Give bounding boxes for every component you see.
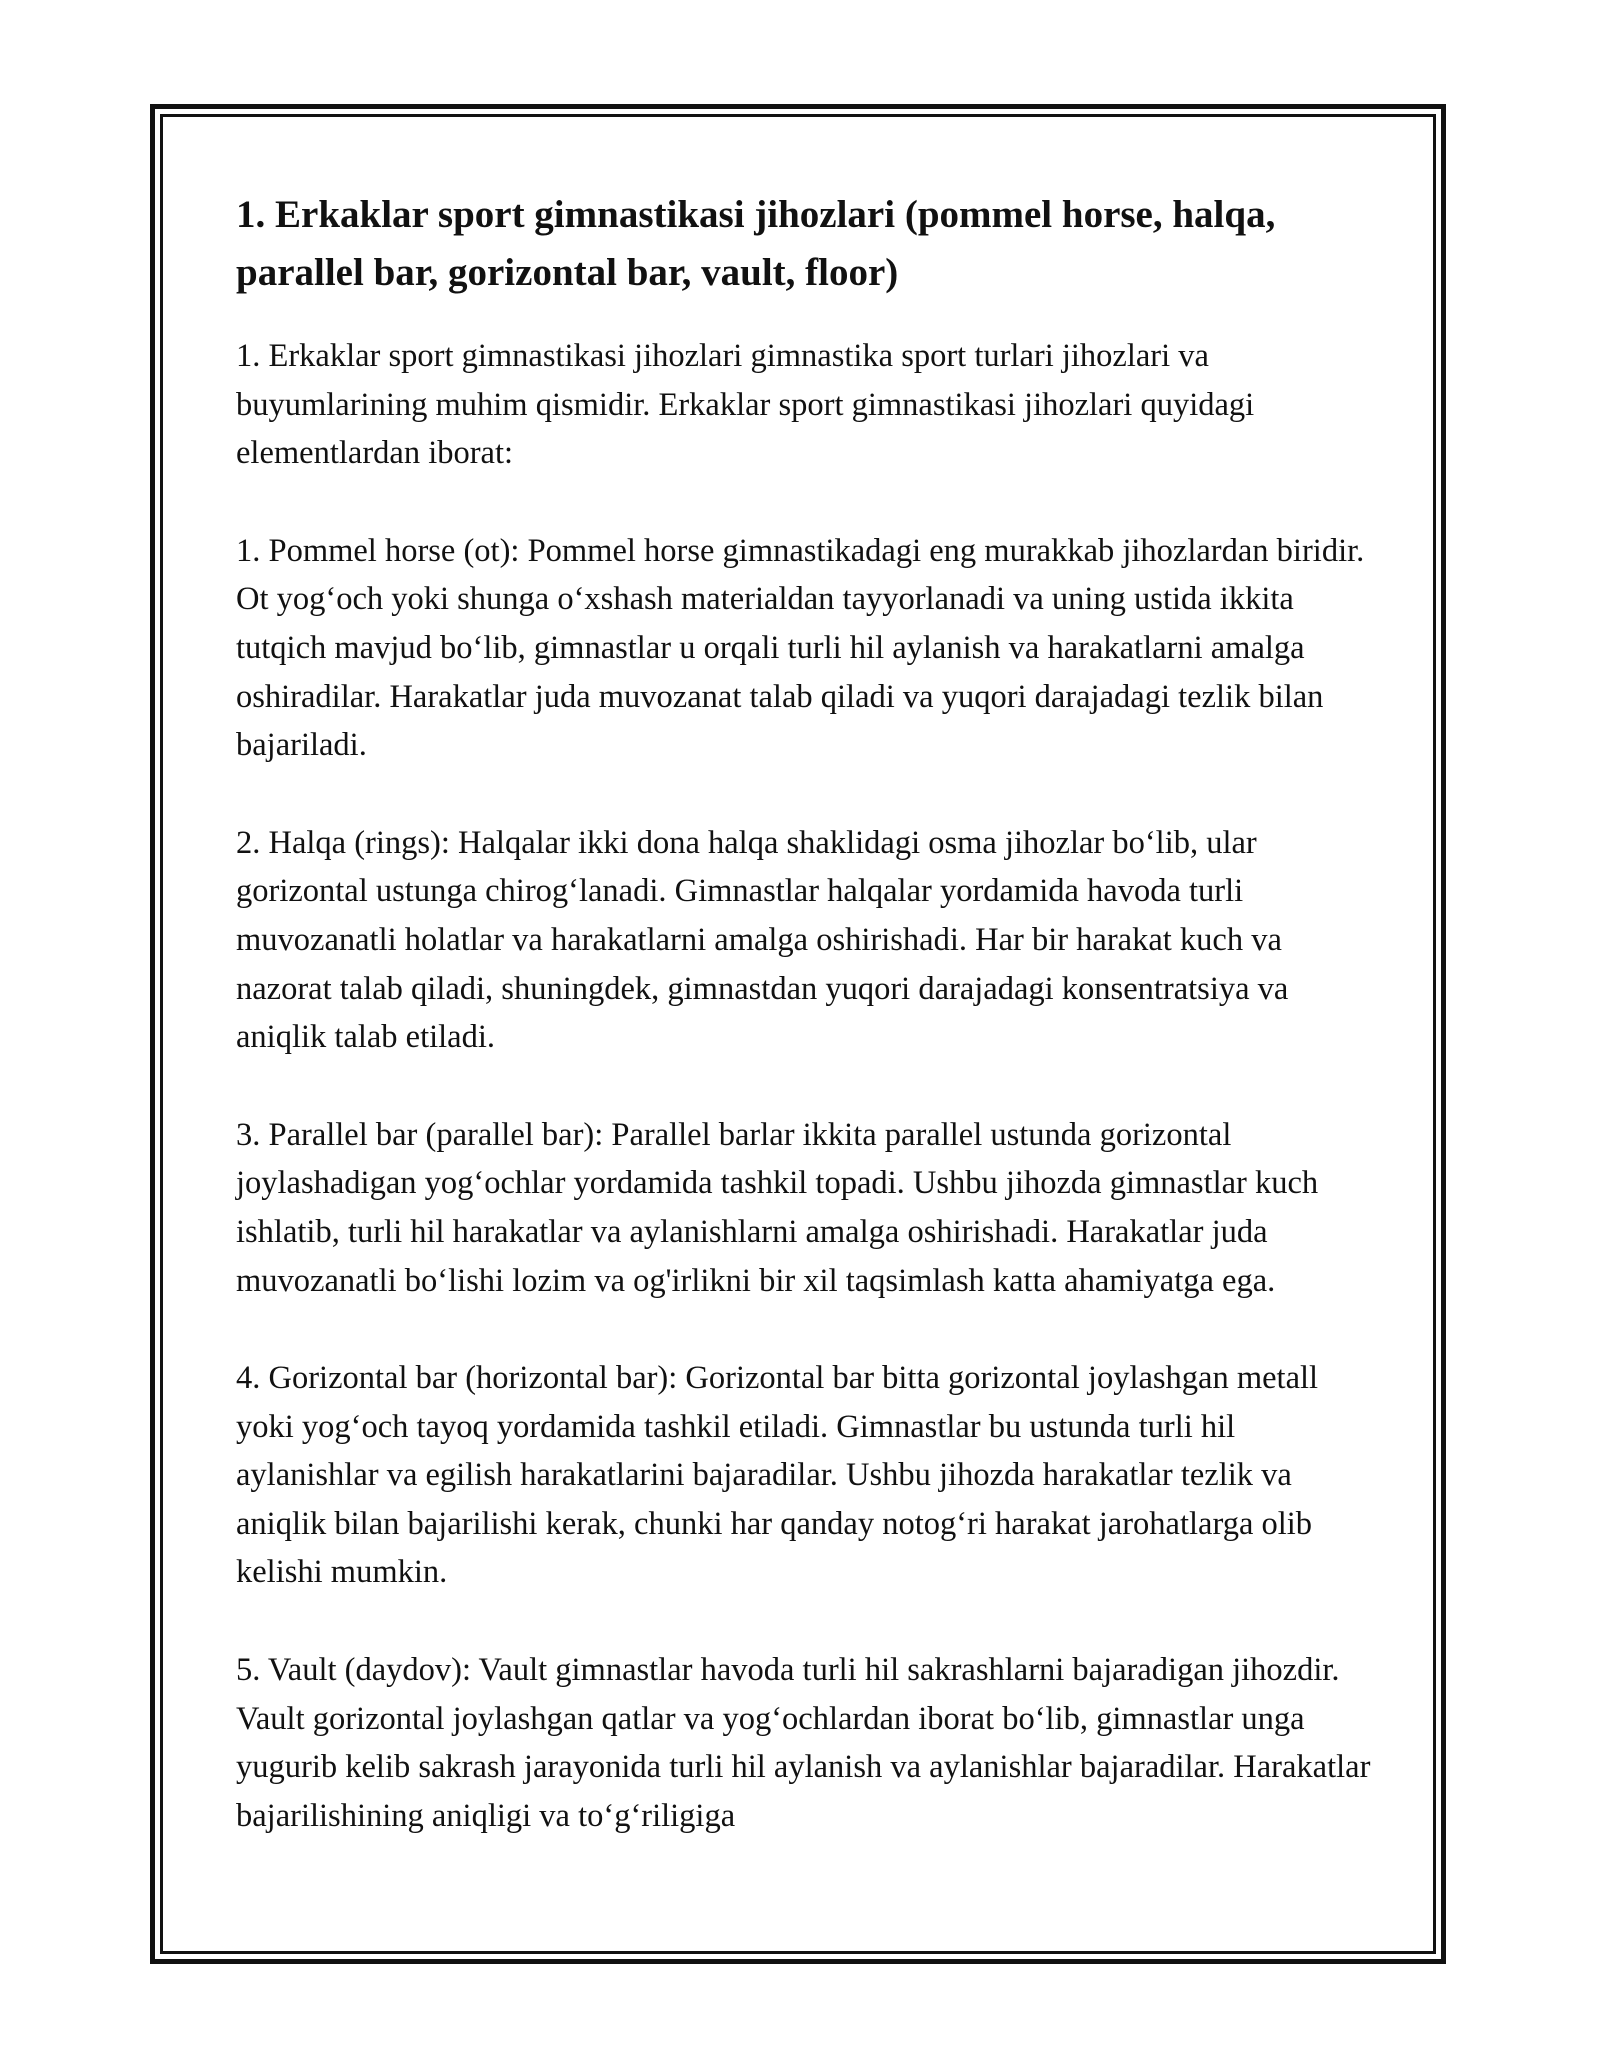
section-parallel-bar: 3. Parallel bar (parallel bar): Parallel barlar ikkita parallel ustunda gorizontal joylashadigan yog‘ochlar yordamida tashkil topadi. Ushbu jihozda gimnastlar kuch ishlatib, turli hil harakatlar va aylanishlarni amalga oshirishadi. Harakatlar juda muvozanatli bo‘lishi lozim va og'irlikni bir xil taqsimlash katta ahamiyatga ega. xyxy=(236,1116,1319,1299)
section-rings: 2. Halqa (rings): Halqalar ikki dona halqa shaklidagi osma jihozlar bo‘lib, ular gorizontal ustunga chirog‘lanadi. Gimnastlar halqalar yordamida havoda turli muvozanatli holatlar va harakatlarni amalga oshirishadi. Har bir harakat kuch va nazorat talab qiladi, shuningdek, gimnastdan yuqori darajadagi konsentratsiya va aniqlik talab etiladi. xyxy=(236,824,1289,1056)
document-body xyxy=(236,186,1376,1889)
section-horizontal-bar: 4. Gorizontal bar (horizontal bar): Gorizontal bar bitta gorizontal joylashgan metall yoki yog‘och tayoq yordamida tashkil etiladi. Gimnastlar bu ustunda turli hil aylanishlar va egilish harakatlarini bajaradilar. Ushbu jihozda harakatlar tezlik va aniqlik bilan bajarilishi kerak, chunki har qanday notog‘ri harakat jarohatlarga olib kelishi mumkin. xyxy=(236,1360,1319,1591)
section-vault: 5. Vault (daydov): Vault gimnastlar havoda turli hil sakrashlarni bajaradigan jihozdir. Vault gorizontal joylashgan qatlar va yog‘ochlardan iborat bo‘lib, gimnastlar unga yugurib kelib sakrash jarayonida turli hil aylanish va aylanishlar bajaradilar. Harakatlar bajarilishining aniqligi va to‘g‘riligiga xyxy=(236,1652,1371,1834)
document-heading: 1. Erkaklar sport gimnastikasi jihozlari (pommel horse, halqa, parallel bar, gorizontal bar, vault, floor) xyxy=(236,193,1276,294)
section-pommel-horse: 1. Pommel horse (ot): Pommel horse gimnastikadagi eng murakkab jihozlardan biridir. Ot yog‘och yoki shunga o‘xshash materialdan tayyorlanadi va uning ustida ikkita tutqich mavjud bo‘lib, gimnastlar u orqali turli hil aylanish va harakatlarni amalga oshiradilar. Harakatlar juda muvozanat talab qiladi va yuqori darajadagi tezlik bilan bajariladi. xyxy=(236,532,1365,764)
intro-paragraph: 1. Erkaklar sport gimnastikasi jihozlari gimnastika sport turlari jihozlari va buyumlarining muhim qismidir. Erkaklar sport gimnastikasi jihozlari quyidagi elementlardan iborat: xyxy=(236,338,1255,472)
